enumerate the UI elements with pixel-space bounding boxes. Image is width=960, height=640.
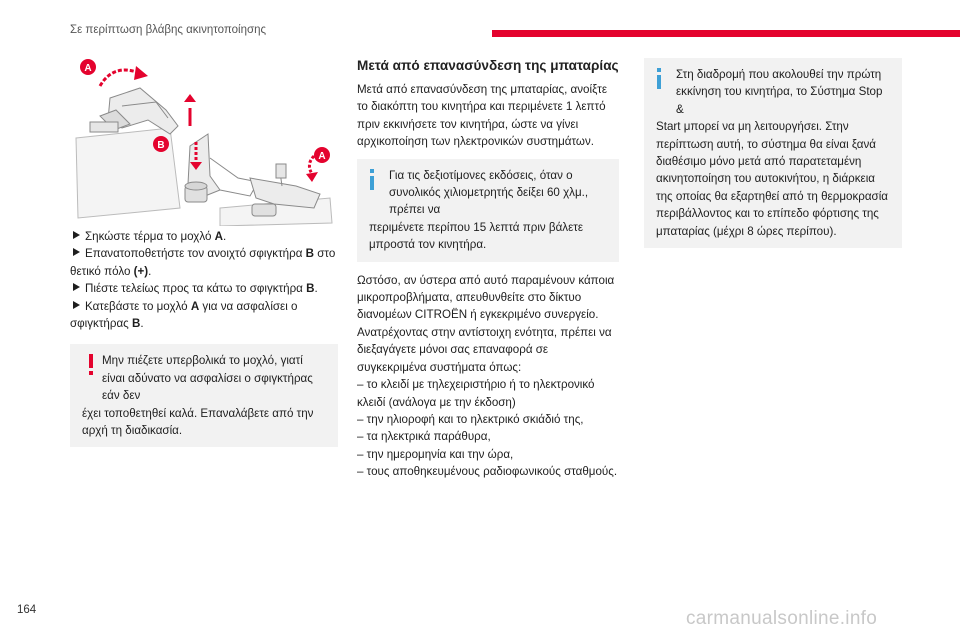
reset-paragraph: Ανατρέχοντας στην αντίστοιχη ενότητα, πρέπει να διεξαγάγετε μόνοι σας επαναφορά σε συγκεκριμένα συστήματα όπως: [357,325,612,374]
list-item: – την ηλιοροφή και το ηλεκτρικό σκιάδιό της, [357,412,584,426]
warning-box [70,344,338,447]
header-accent-bar [492,30,960,37]
step-2: Επανατοποθετήστε τον ανοιχτό σφιγκτήρα B στο θετικό πόλο (+). [70,247,336,278]
label-marker-a-top [80,59,96,75]
warning-text-rest: έχει τοποθετηθεί καλά. Επαναλάβετε από την αρχή τη διαδικασία. [82,406,314,438]
step-4: Κατεβάστε το μοχλό A για να ασφαλίσει ο σφιγκτήρας B. [70,299,298,331]
bullet-arrow-icon [73,301,80,309]
left-column [70,58,338,447]
svg-text:B: B [157,140,165,151]
list-item: – τους αποθηκευμένους ραδιοφωνικούς σταθμούς. [357,465,618,479]
info-icon [654,68,664,90]
middle-column [357,58,619,481]
section-title: Μετά από επανασύνδεση της μπαταρίας [357,58,619,73]
right-column [644,58,902,248]
running-header: Σε περίπτωση βλάβης ακινητοποίησης [70,24,267,36]
bullet-arrow-icon [73,283,80,291]
label-marker-a-right [314,147,330,163]
info-box-middle [357,159,619,262]
step-3: Πιέστε τελείως προς τα κάτω το σφιγκτήρα B. [70,280,338,297]
warning-icon [86,354,96,376]
list-item: – το κλειδί με τηλεχειριστήριο ή το ηλεκτρονικό κλειδί (ανάλογα με την έκδοση) [357,378,595,409]
label-marker-b [153,136,169,152]
page-number: 164 [17,604,37,616]
svg-text:A: A [84,63,92,74]
step-1: Σηκώστε τέρμα το μοχλό A. [70,228,338,245]
info-text-first: Για τις δεξιοτίμονες εκδόσεις, όταν ο συνολικός χιλιομετρητής δείξει 60 χλμ., πρέπει να [389,168,589,217]
list-item: – τα ηλεκτρικά παράθυρα, [357,430,491,444]
info-box-right [644,58,902,248]
info-text-rest: Start μπορεί να μη λειτουργήσει. Στην περίπτωση αυτή, το σύστημα θα είναι ξανά διαθέσιμο μόνο μετά από παρατεταμένη ακινητοποίηση του αυτοκινήτου, η διάρκεια της οποίας θα εξαρτηθεί από τη θερμοκρασία περιβάλλοντος και το επίπεδο φόρτισης της μπαταρίας (μέχρι 8 ώρες περίπου). [656,120,888,238]
bullet-arrow-icon [73,231,80,239]
intro-paragraph: Μετά από επανασύνδεση της μπαταρίας, ανοίξτε το διακόπτη του κινητήρα και περιμένετε 1 λεπτό πριν εκκινήσετε τον κινητήρα, ώστε να γίνει αρχικοποίηση των ηλεκτρονικών συστημάτων. [357,83,608,149]
warning-text-first: Μην πιέζετε υπερβολικά το μοχλό, γιατί είναι αδύνατο να ασφαλίσει ο σφιγκτήρας εάν δεν [102,354,313,403]
list-item: – την ημερομηνία και την ώρα, [357,447,514,461]
info-icon [367,169,377,191]
battery-clamp-illustration [70,58,338,226]
bullet-arrow-icon [73,248,80,256]
dealer-paragraph: Ωστόσο, αν ύστερα από αυτό παραμένουν κάποια μικροπροβλήματα, απευθυνθείτε στο δίκτυο διανομέων CITROËN ή εγκεκριμένο συνεργείο. [357,273,615,322]
info-text-rest: περιμένετε περίπου 15 λεπτά πριν βάλετε μπροστά τον κινητήρα. [369,220,583,252]
watermark: carmanualsonline.info [686,608,878,629]
svg-text:A: A [318,151,326,162]
info-text-first: Στη διαδρομή που ακολουθεί την πρώτη εκκίνηση του κινητήρα, το Σύστημα Stop & [676,68,883,116]
